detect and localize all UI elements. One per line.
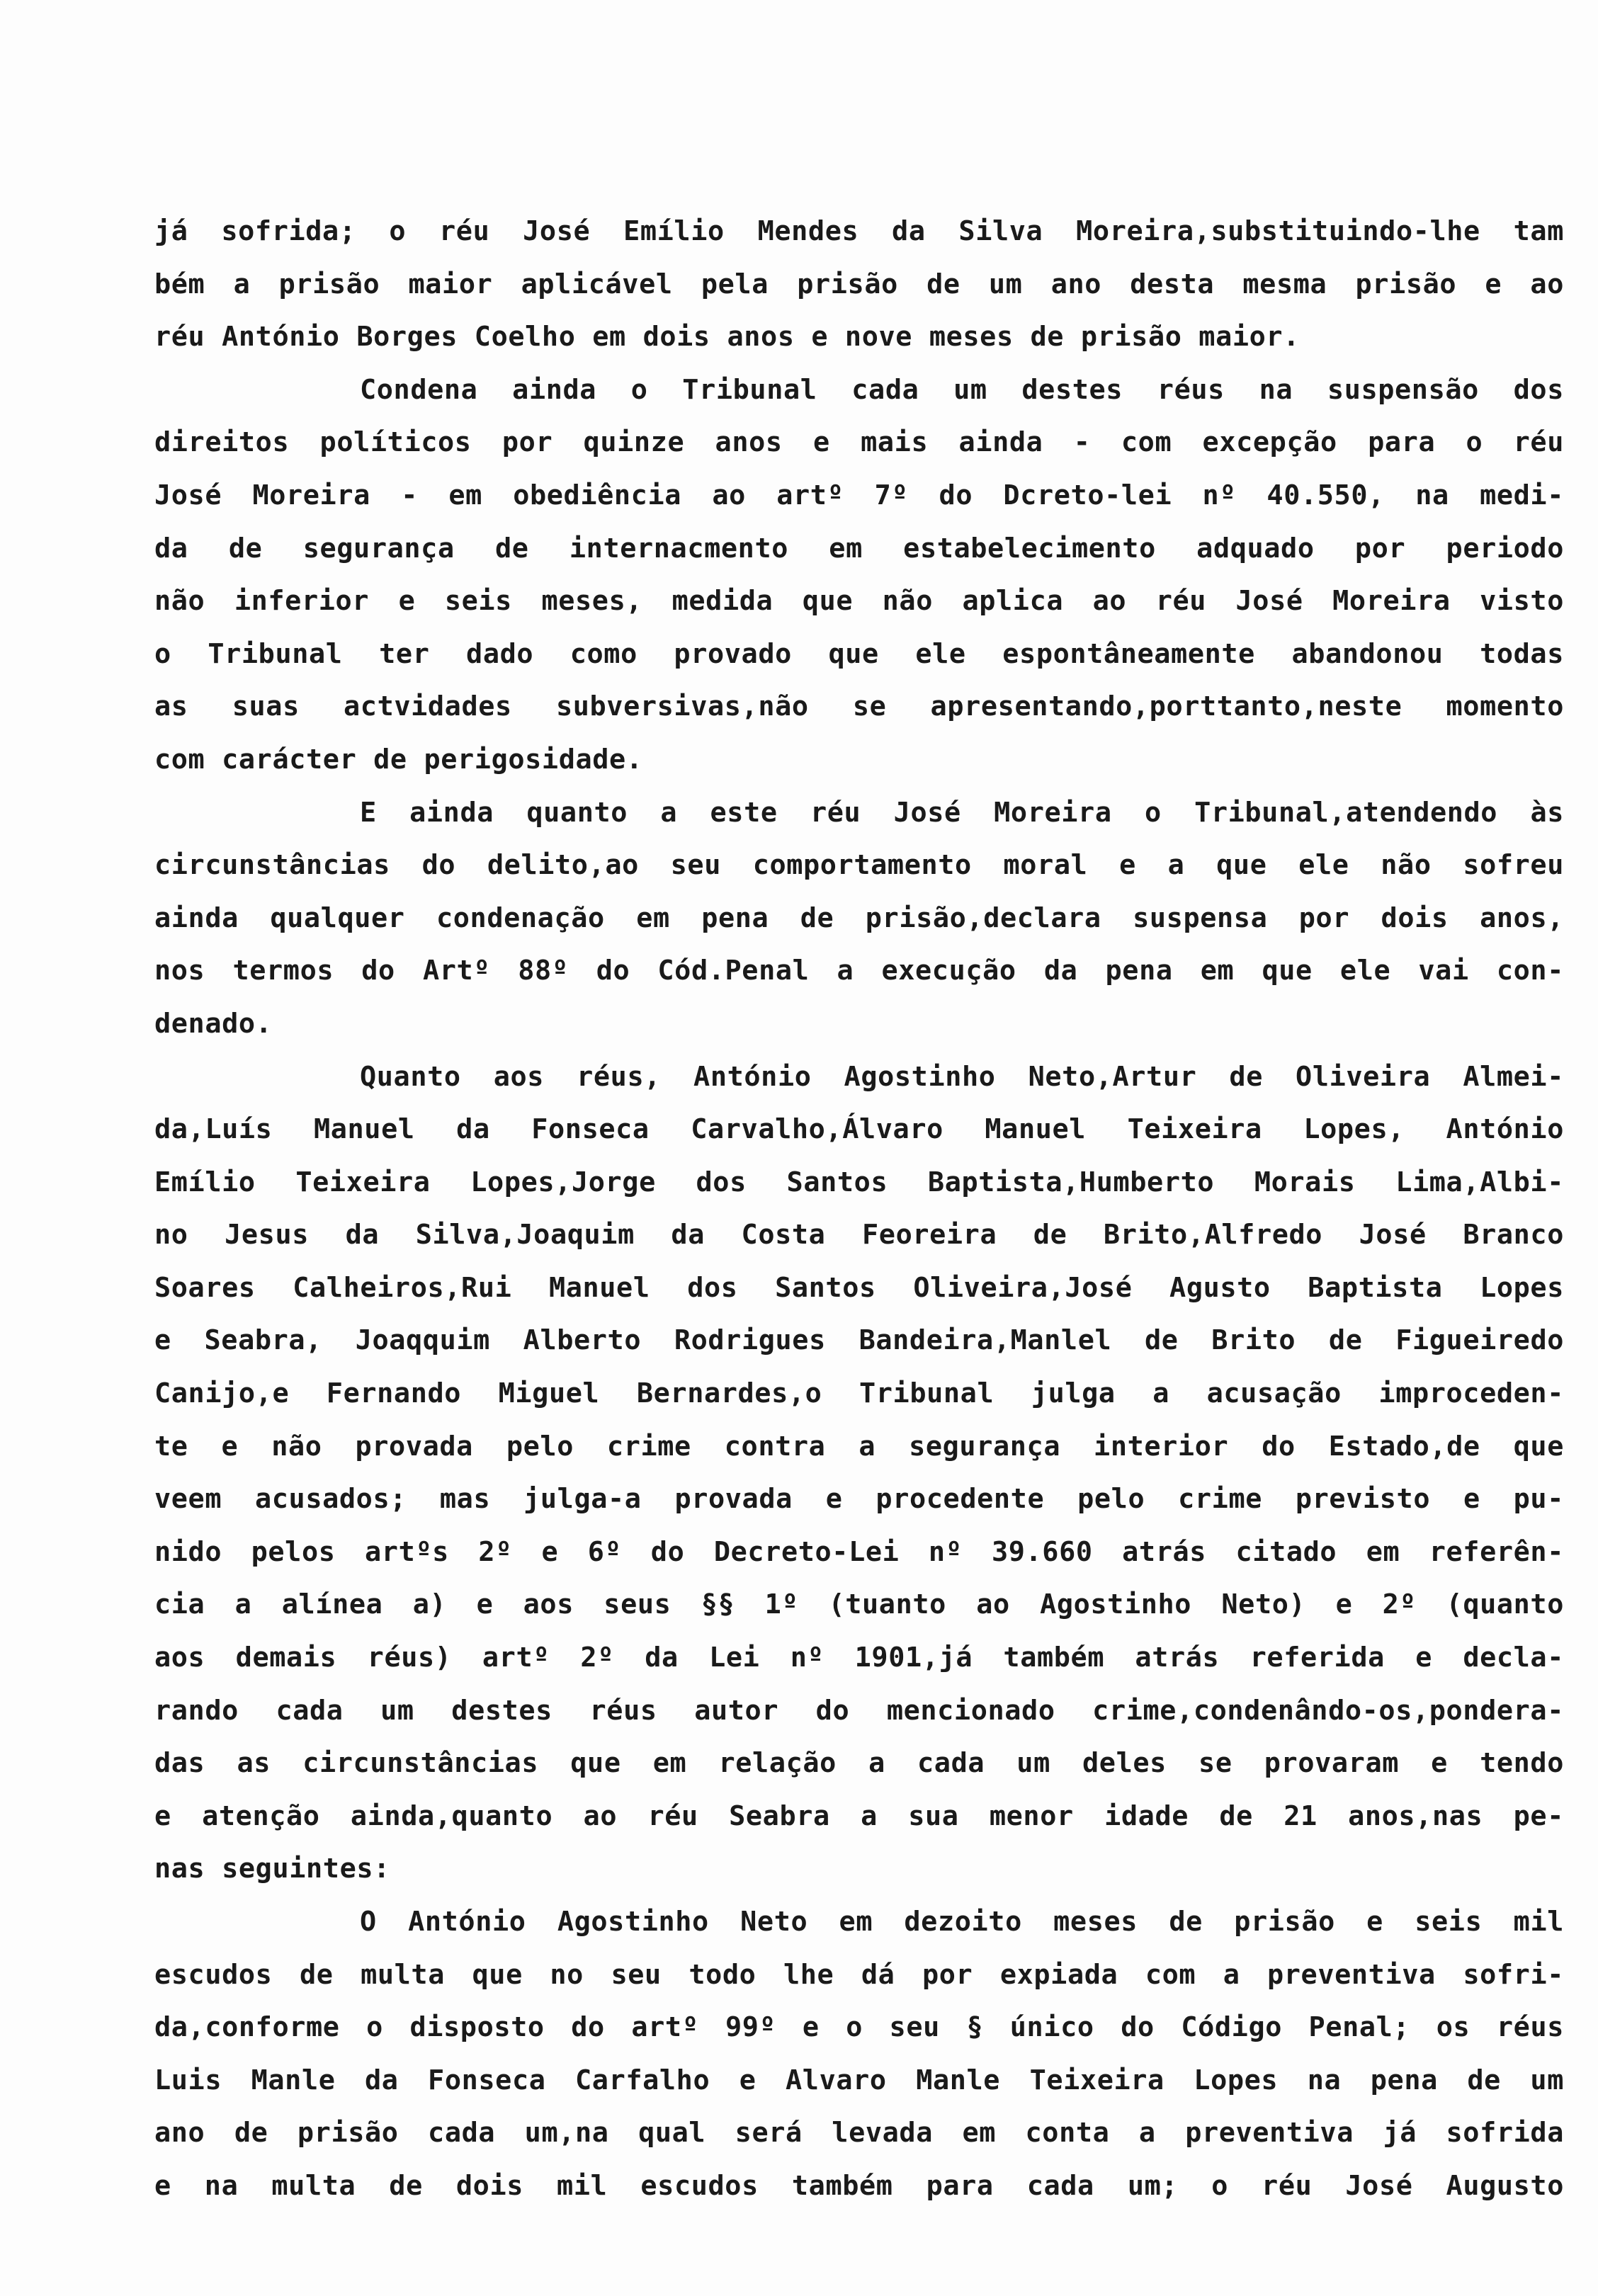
text-line: não inferior e seis meses, medida que não aplica ao réu José Moreira visto: [154, 585, 1564, 618]
text-line: escudos de multa que no seu todo lhe dá por expiada com a preventiva sofri-: [154, 1958, 1564, 1991]
text-line: com carácter de perigosidade.: [154, 743, 643, 775]
text-line: Quanto aos réus, António Agostinho Neto,Artur de Oliveira Almei-: [360, 1060, 1564, 1093]
text-line: das as circunstâncias que em relação a cada um deles se provaram e tendo: [154, 1747, 1564, 1780]
text-line: circunstâncias do delito,ao seu comportamento moral e a que ele não sofreu: [154, 849, 1564, 882]
text-line: rando cada um destes réus autor do mencionado crime,condenândo-os,pondera-: [154, 1694, 1564, 1727]
text-line: Emílio Teixeira Lopes,Jorge dos Santos Baptista,Humberto Morais Lima,Albi-: [154, 1166, 1564, 1198]
text-line: te e não provada pelo crime contra a segurança interior do Estado,de que: [154, 1430, 1564, 1462]
text-line: cia a alínea a) e aos seus §§ 1º (tuanto ao Agostinho Neto) e 2º (quanto: [154, 1589, 1564, 1621]
text-line: Condena ainda o Tribunal cada um destes réus na suspensão dos: [360, 373, 1564, 406]
text-line: da de segurança de internacmento em estabelecimento adquado por periodo: [154, 532, 1564, 564]
text-line: aos demais réus) artº 2º da Lei nº 1901,já também atrás referida e decla-: [154, 1642, 1564, 1674]
text-line: ainda qualquer condenação em pena de prisão,declara suspensa por dois anos,: [154, 902, 1564, 934]
text-line: nido pelos artºs 2º e 6º do Decreto-Lei nº 39.660 atrás citado em referên-: [154, 1535, 1564, 1568]
text-line: direitos políticos por quinze anos e mais ainda - com excepção para o réu: [154, 426, 1564, 459]
text-line: Soares Calheiros,Rui Manuel dos Santos Oliveira,José Agusto Baptista Lopes: [154, 1271, 1564, 1304]
text-line: e atenção ainda,quanto ao réu Seabra a sua menor idade de 21 anos,nas pe-: [154, 1800, 1564, 1832]
text-line: denado.: [154, 1007, 273, 1040]
text-line: ano de prisão cada um,na qual será levada em conta a preventiva já sofrida: [154, 2117, 1564, 2149]
text-line: veem acusados; mas julga-a provada e procedente pelo crime previsto e pu-: [154, 1483, 1564, 1516]
text-line: bém a prisão maior aplicável pela prisão de um ano desta mesma prisão e ao: [154, 268, 1564, 300]
text-line: e na multa de dois mil escudos também para cada um; o réu José Augusto: [154, 2169, 1564, 2202]
text-line: nas seguintes:: [154, 1853, 390, 1885]
text-line: José Moreira - em obediência ao artº 7º do Dcreto-lei nº 40.550, na medi-: [154, 479, 1564, 511]
text-line: as suas actvidades subversivas,não se apresentando,porttanto,neste momento: [154, 690, 1564, 723]
text-line: no Jesus da Silva,Joaquim da Costa Feoreira de Brito,Alfredo José Branco: [154, 1219, 1564, 1251]
document-text: [154, 205, 1564, 2213]
text-line: da,Luís Manuel da Fonseca Carvalho,Álvaro Manuel Teixeira Lopes, António: [154, 1113, 1564, 1146]
text-line: réu António Borges Coelho em dois anos e nove meses de prisão maior.: [154, 321, 1300, 353]
text-line: o Tribunal ter dado como provado que ele espontâneamente abandonou todas: [154, 637, 1564, 670]
text-line: e Seabra, Joaqquim Alberto Rodrigues Bandeira,Manlel de Brito de Figueiredo: [154, 1324, 1564, 1357]
text-line: já sofrida; o réu José Emílio Mendes da Silva Moreira,substituindo-lhe tam: [154, 215, 1564, 247]
text-line: da,conforme o disposto do artº 99º e o seu § único do Código Penal; os réus: [154, 2011, 1564, 2044]
text-line: Canijo,e Fernando Miguel Bernardes,o Tribunal julga a acusação improceden-: [154, 1377, 1564, 1410]
text-line: nos termos do Artº 88º do Cód.Penal a execução da pena em que ele vai con-: [154, 955, 1564, 987]
text-line: Luis Manle da Fonseca Carfalho e Alvaro Manle Teixeira Lopes na pena de um: [154, 2064, 1564, 2096]
text-line: O António Agostinho Neto em dezoito meses de prisão e seis mil: [360, 1906, 1564, 1938]
text-line: E ainda quanto a este réu José Moreira o Tribunal,atendendo às: [360, 796, 1564, 829]
